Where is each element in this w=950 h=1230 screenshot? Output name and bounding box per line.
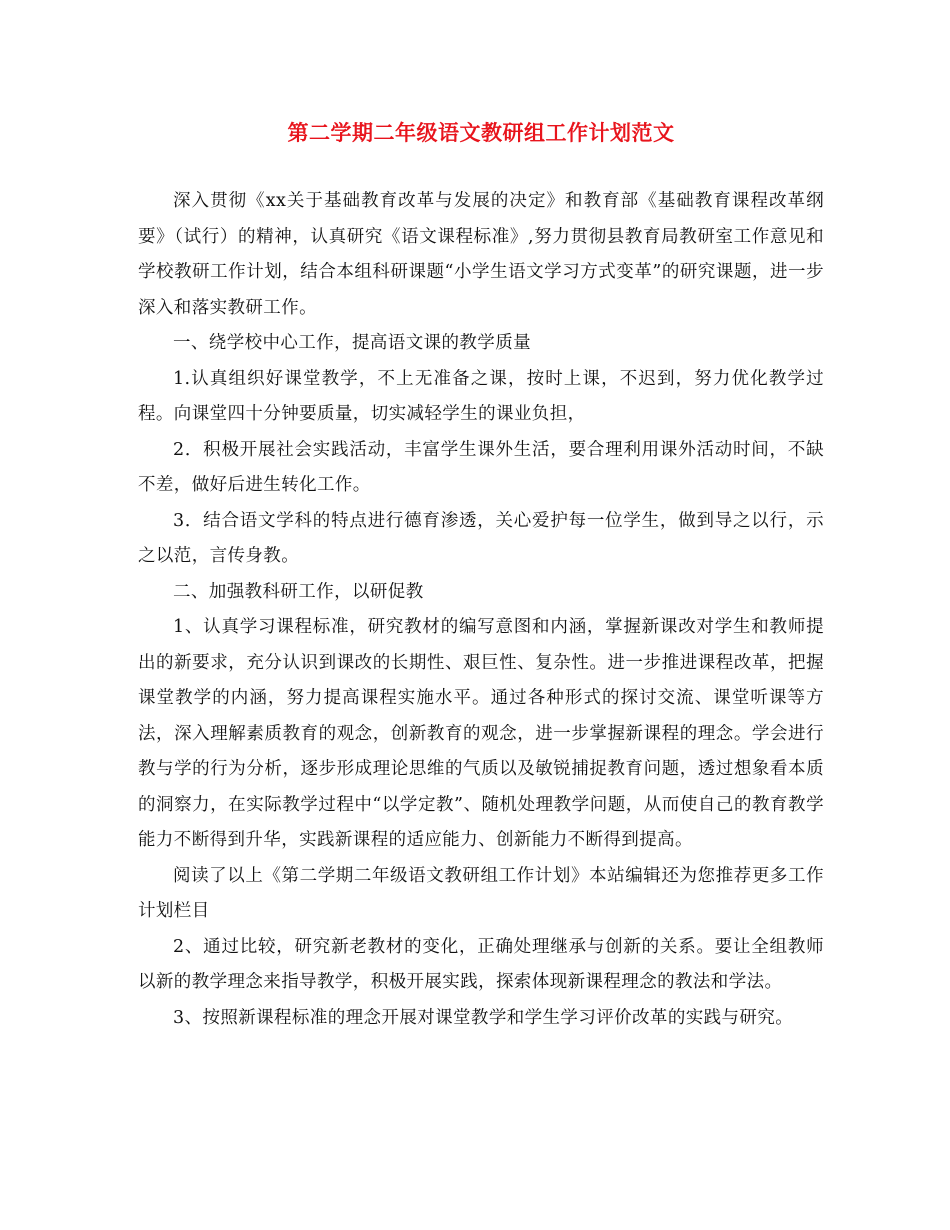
section-heading-1: 一、绕学校中心工作，提高语文课的教学质量 <box>173 333 531 353</box>
list-item: 2．积极开展社会实践活动，丰富学生课外生活，要合理利用课外活动时间，不缺不差，做好后进生转化工作。 <box>138 439 824 495</box>
list-item: 3．结合语文学科的特点进行德育渗透，关心爱护每一位学生，做到导之以行，示之以范，言传身教。 <box>138 510 824 566</box>
recommendation-note: 阅读了以上《第二学期二年级语文教研组工作计划》本站编辑还为您推荐更多工作计划栏目 <box>138 865 824 921</box>
list-item: 1.认真组织好课堂教学，不上无准备之课，按时上课，不迟到，努力优化教学过程。向课堂四十分钟要质量，切实减轻学生的课业负担， <box>138 368 824 424</box>
document-title: 第二学期二年级语文教研组工作计划范文 <box>287 120 675 145</box>
list-item: 1、认真学习课程标准，研究教材的编写意图和内涵，掌握新课改对学生和教师提出的新要求，充分认识到课改的长期性、艰巨性、复杂性。进一步推进课程改革，把握课堂教学的内涵，努力提高课程实施水平。通过各种形式的探讨交流、课堂听课等方法，深入理解素质教育的观念，创新教育的观念，进一步掌握新课程的理念。学会进行教与学的行为分析，逐步形成理论思维的气质以及敏锐捕捉教育问题，透过想象看本质的洞察力，在实际教学过程中“以学定教”、随机处理教学问题，从而使自己的教育教学能力不断得到升华，实践新课程的适应能力、创新能力不断得到提高。 <box>138 617 824 850</box>
list-item: 3、按照新课程标准的理念开展对课堂教学和学生学习评价改革的实践与研究。 <box>173 1007 794 1028</box>
section-heading-2: 二、加强教科研工作，以研促教 <box>173 581 424 602</box>
paragraph-intro: 深入贯彻《xx关于基础教育改革与发展的决定》和教育部《基础教育课程改革纲要》（试行）的精神，认真研究《语文课程标准》,努力贯彻县教育局教研室工作意见和学校教研工作计划，结合本组科研课题“小学生语文学习方式变革”的研究课题，进一步深入和落实教研工作。 <box>138 191 824 318</box>
list-item: 2、通过比较，研究新老教材的变化，正确处理继承与创新的关系。要让全组教师以新的教学理念来指导教学，积极开展实践，探索体现新课程理念的教法和学法。 <box>138 936 824 992</box>
